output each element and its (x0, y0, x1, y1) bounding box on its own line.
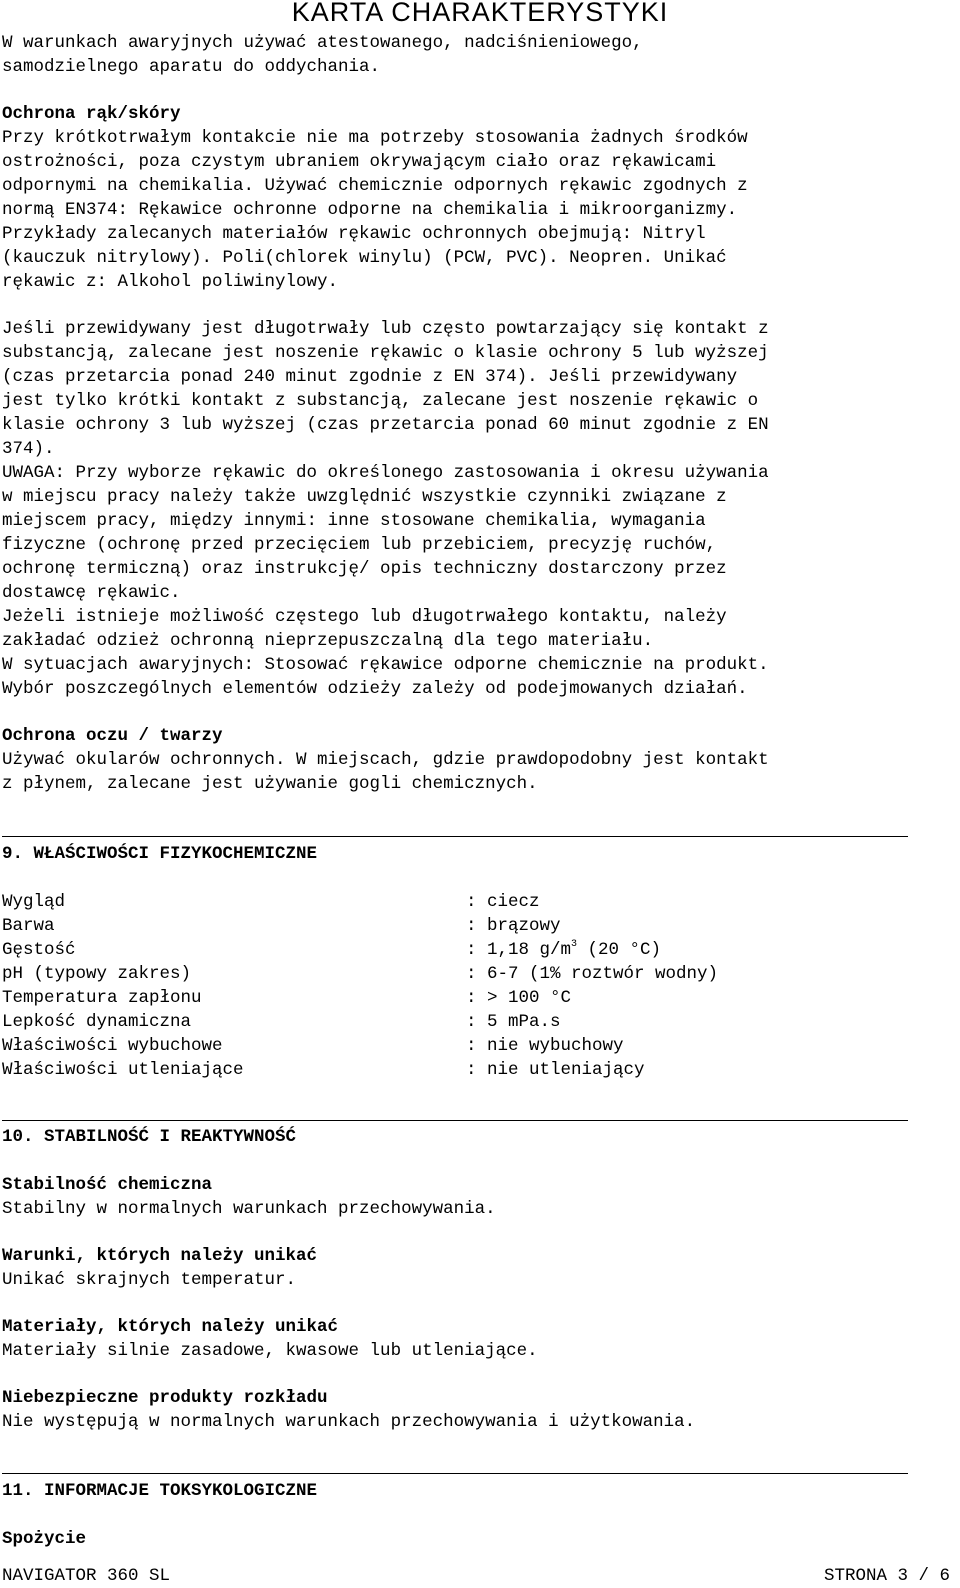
paragraph-line: 374). (2, 439, 55, 459)
property-label: pH (typowy zakres) (2, 964, 192, 984)
paragraph-line: Jeżeli istnieje możliwość częstego lub długotrwałego kontaktu, należy (2, 607, 727, 627)
paragraph-line: zakładać odzież ochronną nieprzepuszczalną dla tego materiału. (2, 631, 654, 651)
property-value (466, 938, 661, 962)
paragraph-line: fizyczne (ochronę przed przecięciem lub przebiciem, precyzję ruchów, (2, 535, 717, 555)
section-9-heading: 9. WŁAŚCIWOŚCI FIZYKOCHEMICZNE (2, 844, 318, 864)
subsection-text: Stabilny w normalnych warunkach przechowywania. (2, 1199, 496, 1219)
property-label: Temperatura zapłonu (2, 988, 202, 1008)
property-value: : nie wybuchowy (466, 1036, 624, 1056)
paragraph-line: Używać okularów ochronnych. W miejscach, gdzie prawdopodobny jest kontakt (2, 750, 769, 770)
paragraph-line: ochronę termiczną) oraz instrukcję/ opis techniczny dostarczony przez (2, 559, 727, 579)
subsection-text: Materiały silnie zasadowe, kwasowe lub utleniające. (2, 1341, 538, 1361)
density-temperature: (20 °C) (577, 940, 662, 960)
paragraph-line: klasie ochrony 3 lub wyższej (czas przetarcia ponad 60 minut zgodnie z EN (2, 415, 769, 435)
subsection-heading: Stabilność chemiczna (2, 1175, 213, 1195)
property-value: : ciecz (466, 892, 540, 912)
property-value: : 5 mPa.s (466, 1012, 561, 1032)
subsection-text: Unikać skrajnych temperatur. (2, 1270, 297, 1290)
paragraph-line: dostawcę rękawic. (2, 583, 181, 603)
subsection-heading: Warunki, których należy unikać (2, 1246, 318, 1266)
property-label: Właściwości utleniające (2, 1060, 244, 1080)
paragraph-line: rękawic z: Alkohol poliwinylowy. (2, 272, 339, 292)
paragraph-line: (czas przetarcia ponad 240 minut zgodnie z EN 374). Jeśli przewidywany (2, 367, 738, 387)
property-value: : 6-7 (1% roztwór wodny) (466, 964, 719, 984)
paragraph-line: Przy krótkotrwałym kontakcie nie ma potrzeby stosowania żadnych środków (2, 128, 748, 148)
property-label: Wygląd (2, 892, 66, 912)
density-value: : 1,18 g/m (466, 940, 572, 960)
paragraph-line: Wybór poszczególnych elementów odzieży zależy od podejmowanych działań. (2, 679, 748, 699)
subsection-heading: Materiały, których należy unikać (2, 1317, 339, 1337)
paragraph-line: (kauczuk nitrylowy). Poli(chlorek winylu) (PCW, PVC). Neopren. Unikać (2, 248, 727, 268)
eye-protection-heading: Ochrona oczu / twarzy (2, 726, 223, 746)
paragraph-line: normą EN374: Rękawice ochronne odporne na chemikalia i mikroorganizmy. (2, 200, 738, 220)
hand-protection-heading: Ochrona rąk/skóry (2, 104, 181, 124)
property-value: : > 100 °C (466, 988, 572, 1008)
footer-product-name: NAVIGATOR 360 SL (2, 1566, 171, 1586)
section-11-heading: 11. INFORMACJE TOKSYKOLOGICZNE (2, 1481, 318, 1501)
intro-line: samodzielnego aparatu do oddychania. (2, 57, 381, 77)
paragraph-line: Jeśli przewidywany jest długotrwały lub często powtarzający się kontakt z (2, 319, 769, 339)
property-label: Gęstość (2, 940, 76, 960)
paragraph-line: ostrożności, poza czystym ubraniem okrywającym ciało oraz rękawicami (2, 152, 717, 172)
subsection-heading: Niebezpieczne produkty rozkładu (2, 1388, 328, 1408)
paragraph-line: jest tylko krótki kontakt z substancją, zalecane jest noszenie rękawic o (2, 391, 759, 411)
document-title: KARTA CHARAKTERYSTYKI (291, 0, 669, 27)
section-divider (2, 1473, 908, 1474)
subsection-heading: Spożycie (2, 1529, 87, 1549)
section-10-heading: 10. STABILNOŚĆ I REAKTYWNOŚĆ (2, 1127, 297, 1147)
paragraph-line: W sytuacjach awaryjnych: Stosować rękawice odporne chemicznie na produkt. (2, 655, 769, 675)
property-value: : brązowy (466, 916, 561, 936)
paragraph-line: miejscem pracy, między innymi: inne stosowane chemikalia, wymagania (2, 511, 706, 531)
property-label: Lepkość dynamiczna (2, 1012, 192, 1032)
footer-page-number: STRONA 3 / 6 (823, 1566, 950, 1586)
paragraph-line: substancją, zalecane jest noszenie rękawic o klasie ochrony 5 lub wyższej (2, 343, 769, 363)
property-label: Barwa (2, 916, 55, 936)
paragraph-line: odpornymi na chemikalia. Używać chemicznie odpornych rękawic zgodnych z (2, 176, 748, 196)
subsection-text: Nie występują w normalnych warunkach przechowywania i użytkowania. (2, 1412, 696, 1432)
density-superscript: 3 (571, 939, 578, 950)
intro-line: W warunkach awaryjnych używać atestowanego, nadciśnieniowego, (2, 33, 643, 53)
paragraph-line: w miejscu pracy należy także uwzględnić wszystkie czynniki związane z (2, 487, 727, 507)
property-value: : nie utleniający (466, 1060, 645, 1080)
section-divider (2, 1120, 908, 1121)
paragraph-line: Przykłady zalecanych materiałów rękawic ochronnych obejmują: Nitryl (2, 224, 706, 244)
section-divider (2, 836, 908, 837)
property-label: Właściwości wybuchowe (2, 1036, 223, 1056)
paragraph-line: UWAGA: Przy wyborze rękawic do określonego zastosowania i okresu używania (2, 463, 769, 483)
paragraph-line: z płynem, zalecane jest używanie gogli chemicznych. (2, 774, 538, 794)
